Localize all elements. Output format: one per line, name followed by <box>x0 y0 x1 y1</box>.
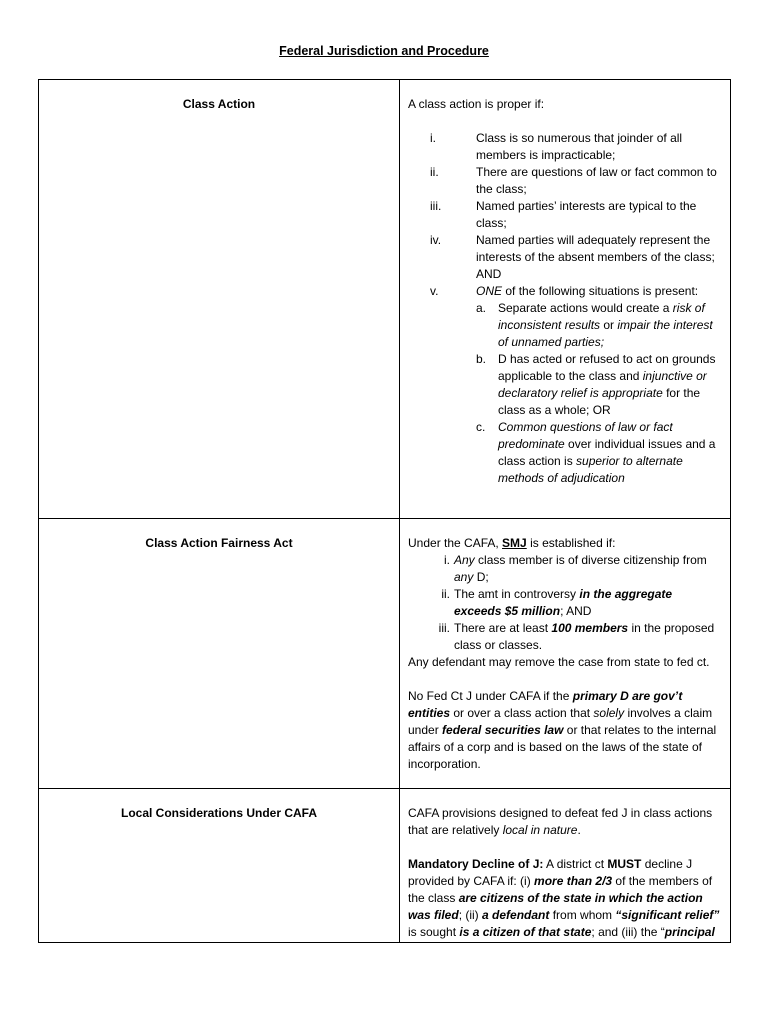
outline-table <box>38 79 731 943</box>
list-item: iii. There are at least 100 members in the proposed class or classes. <box>438 621 715 652</box>
list-item: i. Class is so numerous that joinder of all members is impracticable; <box>430 131 683 162</box>
list-item: iii. Named parties’ interests are typical to the class; <box>430 199 697 230</box>
class-action-intro: A class action is proper if: <box>408 97 545 111</box>
list-item: iv. Named parties will adequately represent the interests of the absent members of the class; AND <box>430 233 715 281</box>
list-item: ii. The amt in controversy in the aggregate exceeds $5 million; AND <box>441 587 673 618</box>
mandatory-decline-paragraph: Mandatory Decline of J: A district ct MUST decline J provided by CAFA if: (i) more than 2/3 of the members of the class are citizens of the state in which the action was filed; (ii) a defendant from whom “significant relief” is sought is a citizen of that state; and (iii) the “principal <box>408 857 720 939</box>
no-fed-j-paragraph: No Fed Ct J under CAFA if the primary D are gov’t entities or over a class action that solely involves a claim under federal securities law or that relates to the internal affairs of a corp and is based on the laws of the state of incorporation. <box>408 689 717 771</box>
row-content <box>400 519 731 789</box>
table-row <box>39 519 731 789</box>
row-heading: Class Action <box>39 80 400 519</box>
local-considerations-paragraph: CAFA provisions designed to defeat fed J in class actions that are relatively local in nature. <box>408 806 713 837</box>
cafa-requirements-list <box>408 552 722 654</box>
row-heading: Local Considerations Under CAFA <box>39 789 400 943</box>
row-content <box>400 789 731 943</box>
page-title: Federal Jurisdiction and Procedure <box>279 44 489 58</box>
table-row <box>39 80 731 519</box>
row-content <box>400 80 731 519</box>
list-item: i. Any class member is of diverse citizenship from any D; <box>444 553 707 584</box>
row-heading: Class Action Fairness Act <box>39 519 400 789</box>
list-item: ii. There are questions of law or fact common to the class; <box>430 165 717 196</box>
table-row <box>39 789 731 943</box>
list-item: a. Separate actions would create a risk of inconsistent results or impair the interest of unnamed parties; <box>476 301 713 349</box>
cafa-intro: Under the CAFA, SMJ is established if: <box>408 536 616 550</box>
list-item: b. D has acted or refused to act on grounds applicable to the class and injunctive or declaratory relief is appropriate for the class as a whole; OR <box>476 352 716 417</box>
situations-list <box>476 300 722 487</box>
removal-note: Any defendant may remove the case from state to fed ct. <box>408 655 710 669</box>
list-item: c. Common questions of law or fact predominate over individual issues and a class action is superior to alternate methods of adjudication <box>476 420 716 485</box>
requirements-list <box>408 130 722 487</box>
list-item: v. ONE of the following situations is present: a. Separate actions would create a risk of inconsistent results or impair the interest of unnamed parties; b. D has acted or refused to act on grounds applicable to the class and injunctive or declaratory relief is appropriate for the class as a whole; OR c. Common questions of law or fact predominate over individual issues and a class action is superior to alternate methods of adjudication <box>408 283 722 487</box>
